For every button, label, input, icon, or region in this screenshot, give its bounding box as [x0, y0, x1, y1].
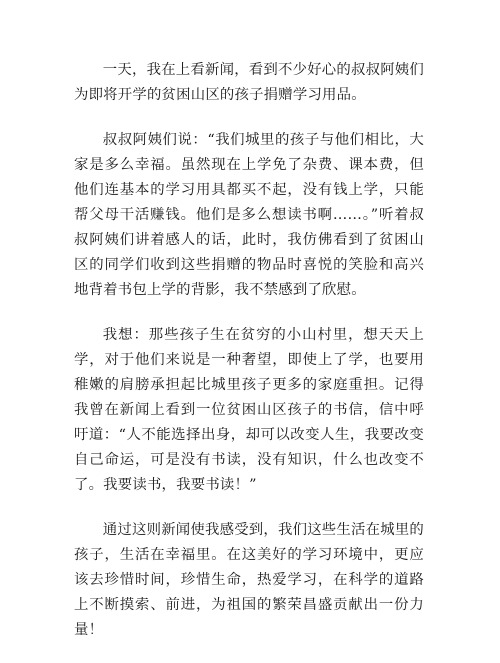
- document-body: [74, 58, 424, 663]
- paragraph-1: 一天，我在上看新闻，看到不少好心的叔叔阿姨们为即将开学的贫困山区的孩子捐赠学习用品。: [74, 62, 424, 103]
- paragraph-4: 通过这则新闻使我感受到，我们这些生活在城里的孩子，生活在幸福里。在这美好的学习环境中，更应该去珍惜时间，珍惜生命，热爱学习，在科学的道路上不断摸索、前进，为祖国的繁荣昌盛贡献出一份力量！: [74, 522, 424, 638]
- paragraph-2: 叔叔阿姨们说：“我们城里的孩子与他们相比，大家是多么幸福。虽然现在上学免了杂费、课本费，但他们连基本的学习用具都买不起，没有钱上学，只能帮父母干活赚钱。他们是多么想读书啊……。”听着叔叔阿姨们讲着感人的话，此时，我仿佛看到了贫困山区的同学们收到这些捐赠的物品时喜悦的笑脸和高兴地背着书包上学的背影，我不禁感到了欣慰。: [74, 132, 424, 298]
- paragraph-3: 我想：那些孩子生在贫穷的小山村里，想天天上学，对于他们来说是一种奢望，即使上了学，也要用稚嫩的肩膀承担起比城里孩子更多的家庭重担。记得我曾在新闻上看到一位贫困山区孩子的书信，信中呼吁道：“人不能选择出身，却可以改变人生，我要改变自己命运，可是没有书读，没有知识，什么也改变不了。我要读书，我要书读！”: [74, 327, 424, 493]
